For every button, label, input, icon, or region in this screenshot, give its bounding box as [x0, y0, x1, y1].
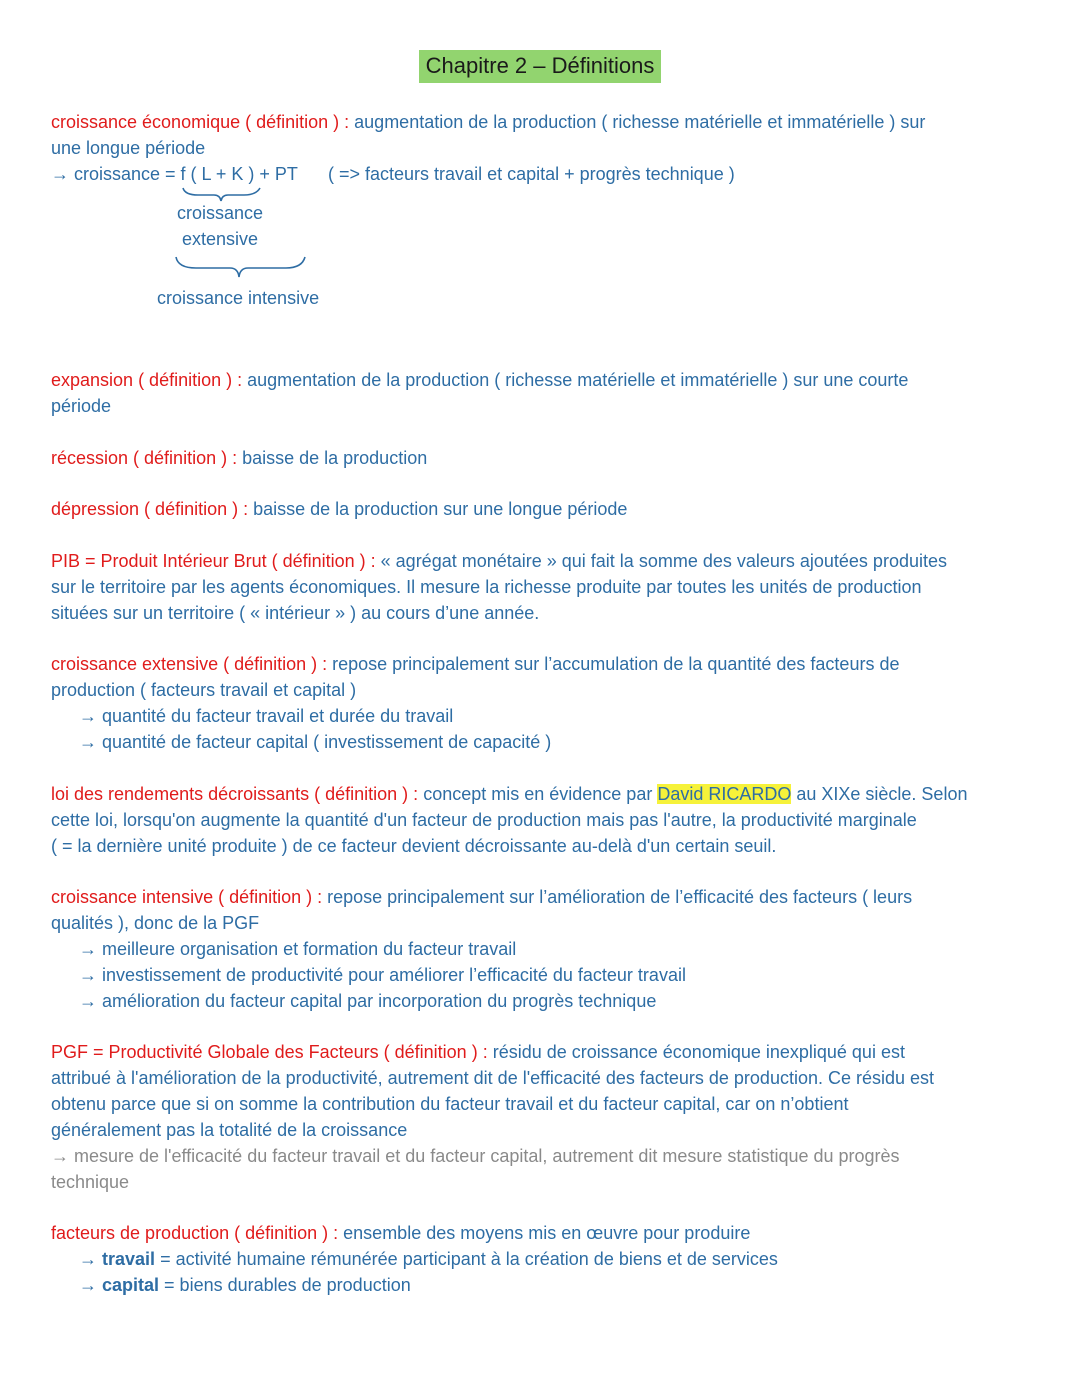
bullet-item-capital — [51, 1272, 1031, 1298]
definition-recession — [51, 445, 1031, 471]
definition-text-continued: situées sur un territoire ( « intérieur » ) au cours d’une année. — [51, 603, 540, 623]
definition-term: croissance extensive ( définition ) : — [51, 654, 328, 674]
brace-label-line2: extensive — [182, 229, 259, 249]
bullet-item: → quantité du facteur travail et durée du travail — [79, 706, 454, 726]
definition-text: résidu de croissance économique inexpliqué qui est — [487, 1042, 905, 1062]
definition-text: repose principalement sur l’accumulation de la quantité des facteurs de — [327, 654, 900, 674]
definition-text-continued: une longue période — [51, 138, 206, 158]
definition-line — [51, 548, 1031, 574]
bullet-item: → investissement de productivité pour améliorer l’efficacité du facteur travail — [79, 965, 686, 985]
definition-text: repose principalement sur l’amélioration de l’efficacité des facteurs ( leurs — [322, 887, 913, 907]
highlighted-name: David RICARDO — [657, 784, 792, 804]
definition-line — [51, 651, 1031, 677]
title-wrapper — [0, 50, 1080, 83]
definition-text-continued: sur le territoire par les agents économiques. Il mesure la richesse produite par toutes les unités de production — [51, 577, 922, 597]
definition-term: facteurs de production ( définition ) : — [51, 1223, 339, 1243]
definition-text-continued: période — [51, 396, 112, 416]
bullet-item-travail — [51, 1246, 1031, 1272]
bullet-item: → amélioration du facteur capital par incorporation du progrès technique — [79, 991, 657, 1011]
definition-text: « agrégat monétaire » qui fait la somme des valeurs ajoutées produites — [375, 551, 947, 571]
definition-term: PIB = Produit Intérieur Brut ( définition ) : — [51, 551, 376, 571]
definition-term: loi des rendements décroissants ( définition ) : — [51, 784, 419, 804]
definition-term: PGF = Productivité Globale des Facteurs ( définition ) : — [51, 1042, 488, 1062]
brace-label-intensive: croissance intensive — [157, 288, 320, 308]
bullet-text: = activité humaine rémunérée participant à la création de biens et de services — [155, 1249, 778, 1269]
definition-text-continued: cette loi, lorsqu'on augmente la quantité d'un facteur de production mais pas l'autre, la productivité marginale — [51, 810, 917, 830]
page-title: Chapitre 2 – Définitions — [419, 50, 662, 83]
bullet-item: → quantité de facteur capital ( investissement de capacité ) — [79, 732, 552, 752]
definition-depression — [51, 496, 1031, 522]
arrow: → — [79, 1275, 103, 1295]
definition-term: dépression ( définition ) : — [51, 499, 249, 519]
formula-note: ( => facteurs travail et capital + progrès technique ) — [328, 164, 735, 184]
brace-label-line1: croissance — [177, 203, 264, 223]
definition-text-continued: ( = la dernière unité produite ) de ce facteur devient décroissante au-delà d'un certain seuil. — [51, 836, 777, 856]
definition-text-continued: qualités ), donc de la PGF — [51, 913, 260, 933]
definition-facteurs-production — [51, 1220, 1031, 1298]
bold-term: capital — [102, 1275, 160, 1295]
definition-croissance-extensive — [51, 651, 1031, 755]
definition-line — [51, 496, 1031, 522]
definition-term: croissance économique ( définition ) : — [51, 112, 350, 132]
brace-intensive-icon — [172, 255, 312, 281]
definition-line — [51, 884, 1031, 910]
definition-text: ensemble des moyens mis en œuvre pour produire — [338, 1223, 751, 1243]
bullet-text: = biens durables de production — [159, 1275, 411, 1295]
definition-croissance-economique — [51, 109, 1031, 161]
definition-text-continued: obtenu parce que si on somme la contribution du facteur travail et du facteur capital, car on n’obtient — [51, 1094, 849, 1114]
note-line: → mesure de l'efficacité du facteur travail et du facteur capital, autrement dit mesure statistique du progrès — [51, 1146, 900, 1166]
definition-term: expansion ( définition ) : — [51, 370, 243, 390]
definition-text-continued: généralement pas la totalité de la croissance — [51, 1120, 408, 1140]
bullet-item: → meilleure organisation et formation du facteur travail — [79, 939, 517, 959]
definition-text-continued: attribué à l'amélioration de la productivité, autrement dit de l'efficacité des facteurs de production. Ce résidu est — [51, 1068, 935, 1088]
definition-expansion — [51, 367, 1031, 419]
definition-pib — [51, 548, 1031, 626]
definition-line — [51, 781, 1031, 807]
definition-text: baisse de la production sur une longue période — [248, 499, 628, 519]
definition-term: récession ( définition ) : — [51, 448, 238, 468]
definition-line — [51, 367, 1031, 393]
definition-term: croissance intensive ( définition ) : — [51, 887, 323, 907]
definition-line — [51, 445, 1031, 471]
note-line: technique — [51, 1172, 130, 1192]
definition-loi-rendements — [51, 781, 1031, 859]
definition-text: concept mis en évidence par — [418, 784, 658, 804]
definition-line — [51, 1220, 1031, 1246]
definition-text: augmentation de la production ( richesse matérielle et immatérielle ) sur une courte — [242, 370, 909, 390]
definition-croissance-intensive — [51, 884, 1031, 1014]
definition-text-continued: production ( facteurs travail et capital ) — [51, 680, 357, 700]
definition-line — [51, 1039, 1031, 1065]
formula: → croissance = f ( L + K ) + PT — [51, 164, 298, 184]
definition-pgf — [51, 1039, 1031, 1195]
bold-term: travail — [102, 1249, 156, 1269]
definition-line — [51, 109, 1031, 135]
definition-text: augmentation de la production ( richesse matérielle et immatérielle ) sur — [349, 112, 926, 132]
definition-text: baisse de la production — [237, 448, 428, 468]
definition-text: au XIXe siècle. Selon — [791, 784, 968, 804]
arrow: → — [79, 1249, 103, 1269]
